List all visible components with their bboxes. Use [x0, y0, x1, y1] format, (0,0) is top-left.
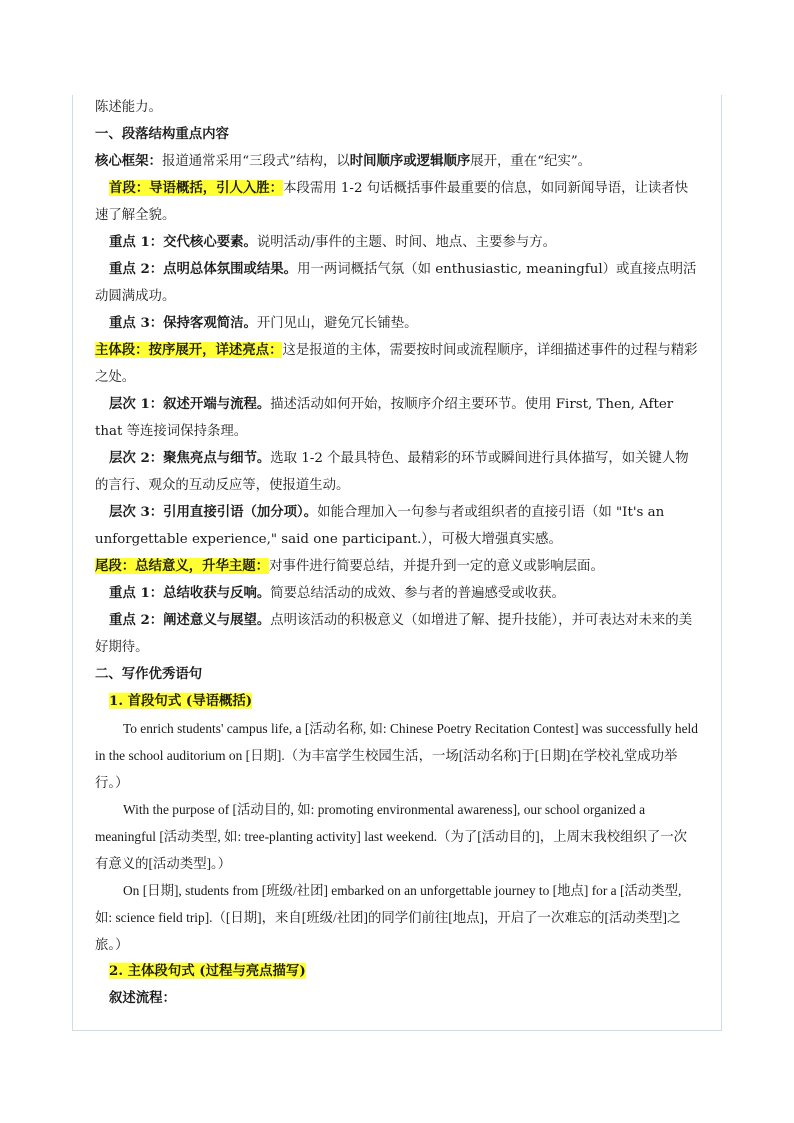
- section-heading: 一、段落结构重点内容: [95, 126, 229, 142]
- point-item: 层次 3：引用直接引语（加分项）。如能合理加入一句参与者或组织者的直接引语（如 "It's an unforgettable experience," said one participant.），可极大增强真实感。: [95, 504, 665, 547]
- example-sentence: With the purpose of [活动目的, 如: promoting environmental awareness], our school organized a meaningful [活动类型, 如: tree-planting activity] last weekend.（为了[活动目的]，上周末我校组织了一次有意义的[活动类型]。）: [95, 802, 688, 871]
- document-body: [95, 94, 699, 1012]
- highlight-label: 主体段：按序展开，详述亮点：: [95, 342, 283, 358]
- point-item: 重点 1：交代核心要素。说明活动/事件的主题、时间、地点、主要参与方。: [109, 234, 556, 250]
- paragraph-body: 主体段：按序展开，详述亮点：这是报道的主体，需要按时间或流程顺序，详细描述事件的过程与精彩之处。: [95, 342, 698, 385]
- point-item: 重点 2：阐述意义与展望。点明该活动的积极意义（如增进了解、提升技能），并可表达对未来的美好期待。: [95, 612, 693, 655]
- highlight-label: 尾段：总结意义，升华主题：: [95, 558, 270, 574]
- subsection-heading: 2. 主体段句式 (过程与亮点描写): [109, 963, 306, 979]
- point-item: 重点 3：保持客观简洁。开门见山，避免冗长铺垫。: [109, 315, 418, 331]
- text-line: 陈述能力。: [95, 100, 162, 115]
- paragraph-first: 首段：导语概括，引人入胜：本段需用 1-2 句话概括事件最重要的信息，如同新闻导语，让读者快速了解全貌。: [95, 180, 689, 223]
- subsection-heading: 1. 首段句式 (导语概括): [109, 693, 253, 709]
- section-heading: 二、写作优秀语句: [95, 666, 203, 682]
- paragraph-last: 尾段：总结意义，升华主题：对事件进行简要总结，并提升到一定的意义或影响层面。: [95, 558, 604, 574]
- point-item: 重点 2：点明总体氛围或结果。用一两词概括气氛（如 enthusiastic, meaningful）或直接点明活动圆满成功。: [95, 261, 697, 304]
- point-item: 层次 2：聚焦亮点与细节。选取 1-2 个最具特色、最精彩的环节或瞬间进行具体描写，如关键人物的言行、观众的互动反应等，使报道生动。: [95, 450, 689, 493]
- point-item: 重点 1：总结收获与反响。简要总结活动的成效、参与者的普遍感受或收获。: [109, 585, 565, 601]
- example-sentence: On [日期], students from [班级/社团] embarked on an unforgettable journey to [地点] for a [活动类型, 如: science field trip].（[日期]，来自[班级/社团]的同学们前往[地点]，开启了一次难忘的[活动类型]之旅。）: [95, 883, 682, 952]
- point-item: 层次 1：叙述开端与流程。描述活动如何开始，按顺序介绍主要环节。使用 First, Then, After that 等连接词保持条理。: [95, 396, 674, 439]
- example-sentence: To enrich students' campus life, a [活动名称, 如: Chinese Poetry Recitation Contest] was successfully held in the school auditorium on [日期].（为丰富学生校园生活，一场[活动名称]于[日期]在学校礼堂成功举行。）: [95, 721, 698, 790]
- sub-label: 叙述流程：: [109, 990, 176, 1006]
- highlight-label: 首段：导语概括，引人入胜：: [109, 180, 284, 196]
- paragraph: 核心框架：报道通常采用“三段式”结构，以时间顺序或逻辑顺序展开，重在“纪实”。: [95, 153, 592, 169]
